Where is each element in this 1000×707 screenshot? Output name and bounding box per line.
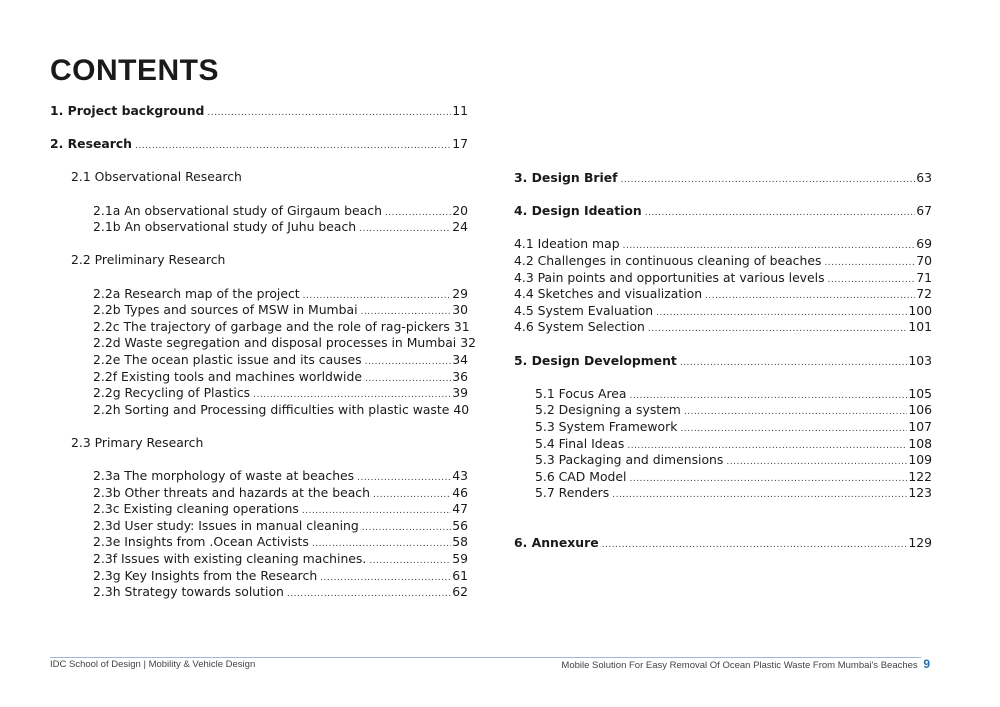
toc-spacer bbox=[50, 418, 468, 435]
toc-entry-label: 2.2e The ocean plastic issue and its causes bbox=[93, 351, 362, 367]
toc-page-number: 69 bbox=[916, 236, 932, 252]
toc-spacer bbox=[50, 451, 468, 468]
toc-page-number: 32 bbox=[460, 335, 477, 351]
toc-entry-label: 5.2 Designing a system bbox=[535, 402, 681, 418]
toc-page-number: 109 bbox=[908, 452, 932, 468]
toc-page-number: 123 bbox=[908, 485, 932, 501]
toc-page-number: 47 bbox=[452, 501, 468, 517]
toc-entry[interactable] bbox=[50, 103, 468, 120]
toc-entry-label: 2.1a An observational study of Girgaum beach bbox=[93, 202, 382, 218]
toc-entry-label: 4.4 Sketches and visualization bbox=[514, 286, 703, 302]
toc-page-number: 63 bbox=[916, 170, 932, 185]
toc-entry-label: 5.3 Packaging and dimensions bbox=[535, 452, 724, 468]
toc-spacer bbox=[50, 269, 468, 286]
toc-entry-label: 5.3 System Framework bbox=[535, 418, 678, 434]
toc-dot-leader bbox=[207, 105, 451, 122]
toc-entry[interactable] bbox=[50, 352, 468, 369]
toc-dot-leader bbox=[656, 305, 907, 322]
toc-page-number: 34 bbox=[452, 351, 468, 367]
toc-dot-leader bbox=[602, 537, 908, 554]
toc-entry[interactable] bbox=[514, 419, 932, 436]
toc-dot-leader bbox=[621, 172, 916, 189]
toc-page-number: 36 bbox=[452, 368, 468, 384]
toc-entry[interactable] bbox=[514, 402, 932, 419]
toc-entry[interactable] bbox=[514, 236, 932, 253]
toc-entry-label: 2.2c The trajectory of garbage and the role of rag-pickers bbox=[93, 318, 450, 334]
toc-entry[interactable] bbox=[50, 286, 468, 303]
toc-page-number: 20 bbox=[452, 202, 468, 218]
toc-entry[interactable] bbox=[50, 385, 468, 402]
toc-entry[interactable] bbox=[514, 535, 932, 552]
toc-spacer bbox=[514, 187, 932, 204]
toc-entry[interactable] bbox=[50, 302, 468, 319]
toc-dot-leader bbox=[645, 205, 916, 222]
toc-page-number: 61 bbox=[452, 567, 468, 583]
toc-entry-label: 5.7 Renders bbox=[535, 485, 610, 501]
toc-page-number: 59 bbox=[452, 551, 468, 567]
toc-entry[interactable] bbox=[514, 286, 932, 303]
toc-entry-label: 2.2g Recycling of Plastics bbox=[93, 385, 251, 401]
toc-entry[interactable] bbox=[514, 386, 932, 403]
toc-page-number: 71 bbox=[916, 269, 932, 285]
toc-entry[interactable] bbox=[514, 319, 932, 336]
toc-entry[interactable] bbox=[514, 170, 932, 187]
toc-dot-leader bbox=[828, 272, 916, 289]
toc-right-column bbox=[514, 170, 932, 552]
toc-entry[interactable] bbox=[514, 452, 932, 469]
toc-entry-label: 5.6 CAD Model bbox=[535, 468, 627, 484]
toc-dot-leader bbox=[648, 321, 907, 338]
toc-dot-leader bbox=[287, 586, 451, 603]
toc-page-number: 17 bbox=[452, 136, 468, 152]
toc-entry[interactable] bbox=[50, 485, 468, 502]
toc-spacer bbox=[514, 220, 932, 237]
footer-right bbox=[561, 657, 930, 671]
toc-entry-label: 5.4 Final Ideas bbox=[535, 435, 625, 451]
toc-entry[interactable] bbox=[514, 436, 932, 453]
toc-entry[interactable] bbox=[50, 501, 468, 518]
toc-entry[interactable] bbox=[50, 551, 468, 568]
toc-dot-leader bbox=[135, 138, 451, 155]
toc-section-heading bbox=[50, 252, 468, 269]
toc-entry[interactable] bbox=[50, 402, 468, 419]
toc-entry-label: 2.2b Types and sources of MSW in Mumbai bbox=[93, 302, 358, 318]
toc-entry[interactable] bbox=[50, 219, 468, 236]
toc-entry-label: 2.1b An observational study of Juhu beach bbox=[93, 219, 357, 235]
toc-page-number: 29 bbox=[452, 285, 468, 301]
toc-left-column bbox=[50, 103, 477, 601]
toc-section-heading bbox=[50, 169, 468, 186]
toc-dot-leader bbox=[373, 487, 451, 504]
toc-entry[interactable] bbox=[50, 568, 468, 585]
toc-page-number: 106 bbox=[908, 402, 932, 418]
toc-entry[interactable] bbox=[514, 270, 932, 287]
toc-entry-label: 2.3d User study: Issues in manual cleaning bbox=[93, 517, 359, 533]
toc-entry-label: 2.1 Observational Research bbox=[71, 169, 242, 185]
toc-section-heading bbox=[50, 435, 468, 452]
toc-dot-leader bbox=[680, 355, 908, 372]
toc-entry-label: 2. Research bbox=[50, 136, 133, 152]
toc-entry-label: 4.1 Ideation map bbox=[514, 236, 620, 252]
toc-dot-leader bbox=[385, 205, 451, 222]
toc-entry-label: 2.3c Existing cleaning operations bbox=[93, 501, 299, 517]
toc-dot-leader bbox=[362, 520, 451, 537]
toc-entry-label: 2.3f Issues with existing cleaning machines. bbox=[93, 551, 367, 567]
toc-page-number: 11 bbox=[452, 103, 468, 118]
toc-page-number: 58 bbox=[452, 534, 468, 550]
toc-entry-label: 2.2a Research map of the project bbox=[93, 285, 300, 301]
toc-entry[interactable] bbox=[50, 136, 468, 153]
toc-page-number: 67 bbox=[916, 203, 932, 219]
toc-entry-label: 4.2 Challenges in continuous cleaning of beaches bbox=[514, 252, 822, 268]
toc-dot-leader bbox=[359, 221, 451, 238]
toc-page-number: 31 bbox=[453, 318, 470, 334]
toc-entry-label: 4.5 System Evaluation bbox=[514, 302, 654, 318]
toc-entry-label: 4. Design Ideation bbox=[514, 203, 642, 219]
toc-entry-label: 2.3e Insights from .Ocean Activists bbox=[93, 534, 309, 550]
toc-entry-label: 5. Design Development bbox=[514, 352, 677, 368]
toc-entry-label: 1. Project background bbox=[50, 103, 205, 118]
toc-page-number: 103 bbox=[908, 352, 932, 368]
toc-page-number: 122 bbox=[908, 468, 932, 484]
toc-entry[interactable] bbox=[50, 335, 477, 352]
toc-entry[interactable] bbox=[50, 369, 468, 386]
toc-entry-label: 2.3b Other threats and hazards at the beach bbox=[93, 484, 370, 500]
toc-entry[interactable] bbox=[50, 468, 468, 485]
toc-spacer bbox=[514, 369, 932, 386]
toc-entry-label: 2.3 Primary Research bbox=[71, 434, 204, 450]
toc-spacer bbox=[50, 236, 468, 253]
toc-entry[interactable] bbox=[514, 203, 932, 220]
toc-spacer bbox=[514, 518, 932, 535]
page-title: CONTENTS bbox=[50, 54, 219, 87]
toc-entry-label: 4.6 System Selection bbox=[514, 319, 645, 335]
toc-dot-leader bbox=[320, 570, 451, 587]
toc-dot-leader bbox=[369, 553, 451, 570]
toc-page-number: 72 bbox=[916, 286, 932, 302]
toc-page-number: 62 bbox=[452, 584, 468, 600]
toc-dot-leader bbox=[365, 354, 452, 371]
toc-page-number: 70 bbox=[916, 252, 932, 268]
toc-dot-leader bbox=[612, 487, 907, 504]
toc-entry[interactable] bbox=[50, 584, 468, 601]
toc-dot-leader bbox=[357, 470, 451, 487]
toc-page-number: 108 bbox=[908, 435, 932, 451]
toc-page-number: 107 bbox=[908, 418, 932, 434]
toc-entry-label: 6. Annexure bbox=[514, 535, 599, 551]
toc-dot-leader bbox=[365, 371, 451, 388]
toc-page-number: 40 bbox=[453, 401, 470, 417]
toc-dot-leader bbox=[705, 288, 915, 305]
toc-spacer bbox=[50, 120, 468, 137]
toc-entry[interactable] bbox=[514, 469, 932, 486]
toc-entry[interactable] bbox=[514, 253, 932, 270]
toc-spacer bbox=[514, 336, 932, 353]
toc-entry[interactable] bbox=[50, 518, 468, 535]
toc-dot-leader bbox=[629, 471, 907, 488]
toc-page-number: 24 bbox=[452, 219, 468, 235]
toc-page-number: 105 bbox=[908, 385, 932, 401]
toc-spacer bbox=[50, 153, 468, 170]
toc-entry[interactable] bbox=[50, 203, 468, 220]
toc-entry-label: 5.1 Focus Area bbox=[535, 385, 627, 401]
footer-document-title: Mobile Solution For Easy Removal Of Ocean Plastic Waste From Mumbai's Beaches bbox=[561, 660, 918, 671]
toc-dot-leader bbox=[684, 404, 907, 421]
toc-entry-label: 2.2f Existing tools and machines worldwide bbox=[93, 368, 362, 384]
toc-entry[interactable] bbox=[514, 353, 932, 370]
toc-spacer bbox=[514, 502, 932, 519]
toc-entry-label: 3. Design Brief bbox=[514, 170, 618, 185]
toc-page-number: 101 bbox=[908, 319, 932, 335]
toc-entry[interactable] bbox=[50, 319, 468, 336]
toc-entry-label: 2.3h Strategy towards solution bbox=[93, 584, 284, 600]
toc-entry[interactable] bbox=[514, 485, 932, 502]
toc-entry-label: 2.3g Key Insights from the Research bbox=[93, 567, 318, 583]
toc-page-number: 56 bbox=[452, 517, 468, 533]
toc-entry-label: 2.2 Preliminary Research bbox=[71, 252, 226, 268]
toc-entry-label: 2.2h Sorting and Processing difficulties with plastic waste bbox=[93, 401, 450, 417]
toc-dot-leader bbox=[824, 255, 915, 272]
toc-dot-leader bbox=[726, 454, 907, 471]
toc-page-number: 100 bbox=[908, 302, 932, 318]
footer-left-text: IDC School of Design | Mobility & Vehicle Design bbox=[50, 659, 256, 670]
toc-page-number: 46 bbox=[452, 484, 468, 500]
toc-entry[interactable] bbox=[514, 303, 932, 320]
toc-page-number: 30 bbox=[452, 302, 468, 318]
toc-dot-leader bbox=[680, 421, 907, 438]
toc-entry-label: 2.3a The morphology of waste at beaches bbox=[93, 468, 355, 484]
toc-entry[interactable] bbox=[50, 534, 468, 551]
toc-page-number: 129 bbox=[908, 535, 932, 551]
toc-spacer bbox=[50, 186, 468, 203]
toc-page-number: 39 bbox=[452, 385, 468, 401]
toc-entry-label: 2.2d Waste segregation and disposal processes in Mumbai bbox=[93, 335, 457, 351]
page-number: 9 bbox=[923, 657, 930, 671]
toc-entry-label: 4.3 Pain points and opportunities at various levels bbox=[514, 269, 825, 285]
toc-page-number: 43 bbox=[452, 468, 468, 484]
